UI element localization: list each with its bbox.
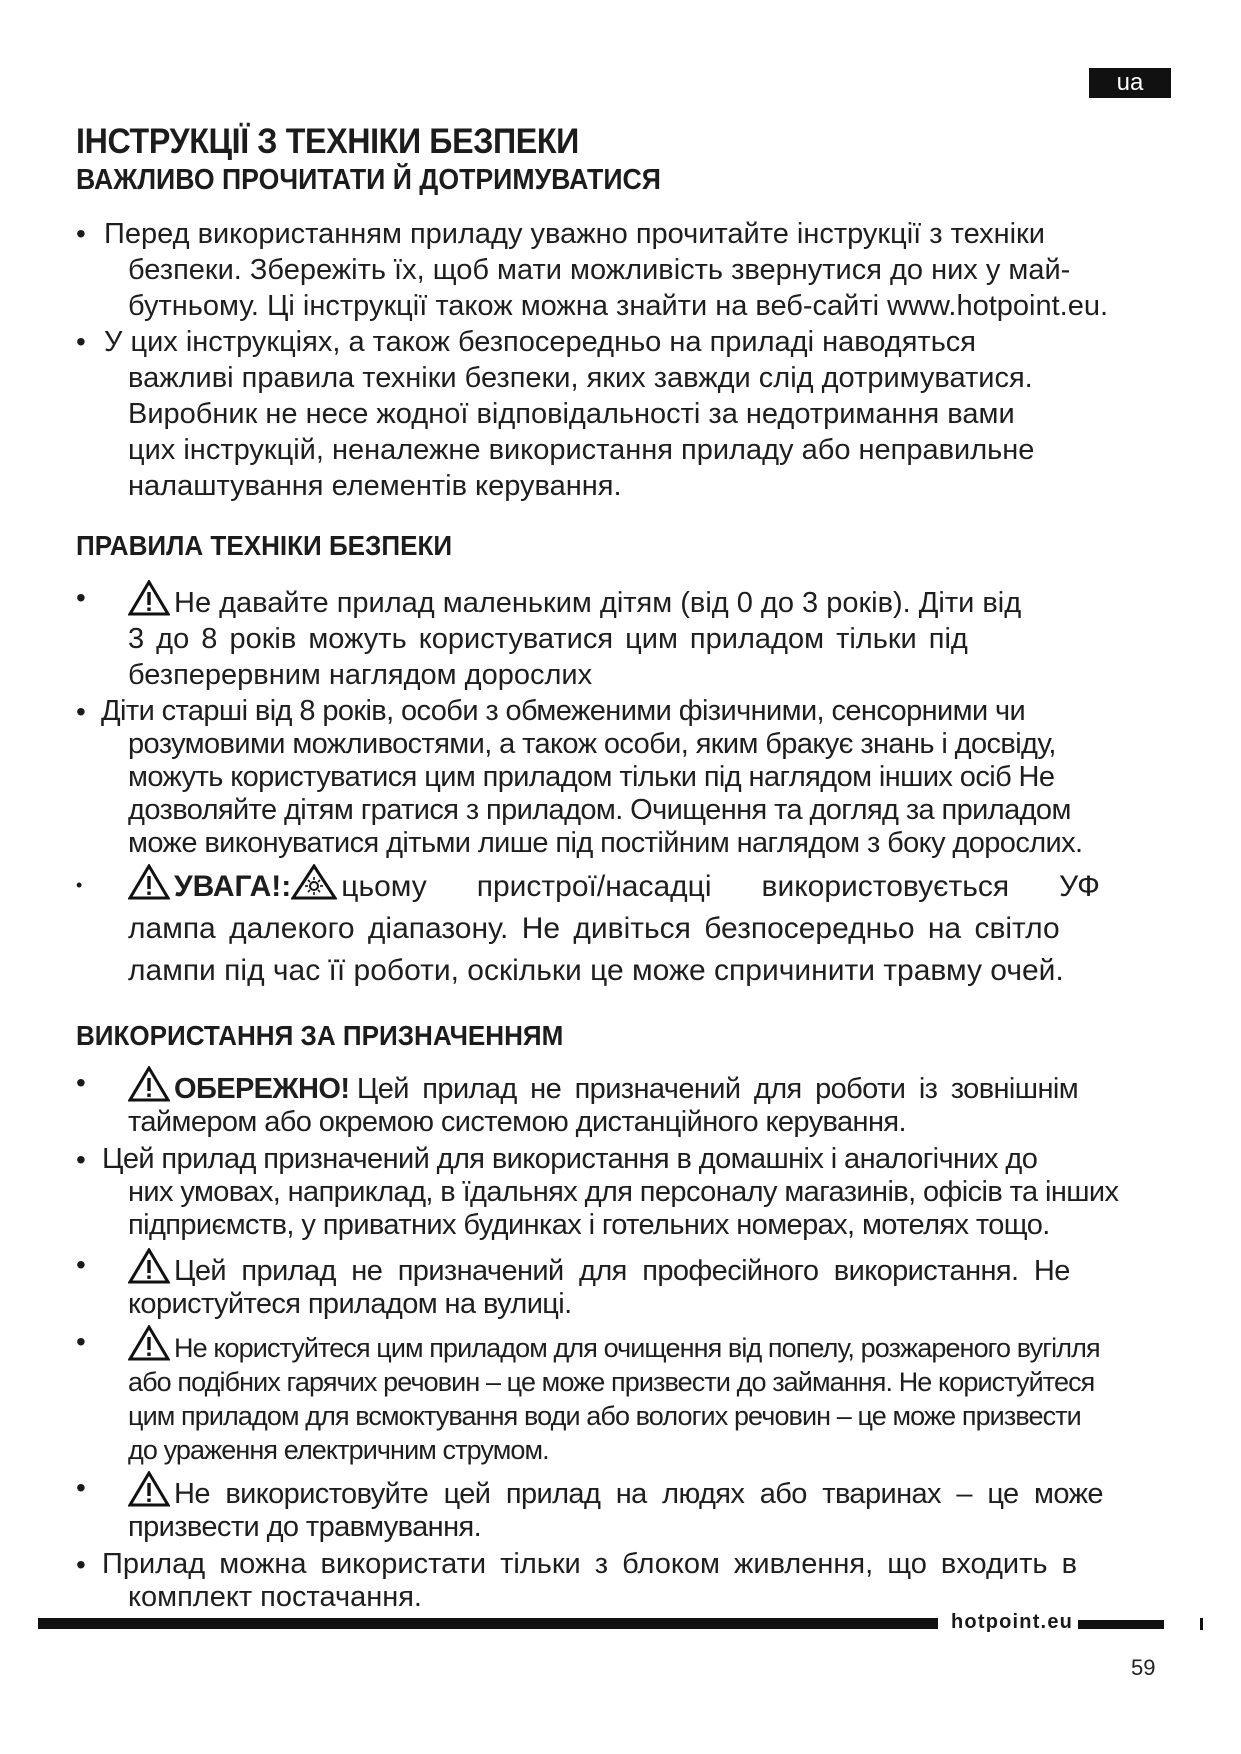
- text-line: дозволяйте дітям гратися з приладом. Очищення та догляд за приладом: [128, 794, 1071, 826]
- bullet: •: [76, 218, 86, 249]
- warning-triangle-icon: [128, 864, 170, 900]
- caution-label: ОБЕРЕЖНО!: [174, 1073, 350, 1105]
- warning-triangle-icon: [128, 1325, 170, 1361]
- list-item: [76, 864, 1206, 992]
- text-line: Цей прилад не призначений для професійного використання. Не: [174, 1255, 1070, 1287]
- text-line: Діти старші від 8 років, особи з обмеженими фізичними, сенсорними чи: [101, 695, 1026, 727]
- list-item: [76, 324, 1206, 504]
- text-line: бутньому. Ці інструкції також можна знайти на веб-сайті www.hotpoint.eu.: [128, 290, 1109, 322]
- uv-radiation-icon: [291, 864, 337, 900]
- text-line: Не використовуйте цей прилад на людях або тваринах – це може: [174, 1478, 1103, 1510]
- bullet: •: [76, 1472, 86, 1503]
- warning-triangle-icon: [128, 1248, 170, 1284]
- text-line: Не користуйтеся цим приладом для очищення від попелу, розжареного вугілля: [174, 1333, 1100, 1363]
- rules-list: [76, 580, 1206, 992]
- text-line: цьому пристрої/насадці використовується УФ: [341, 870, 1100, 903]
- text-line: комплект постачання.: [128, 1581, 422, 1613]
- page-subtitle: ВАЖЛИВО ПРОЧИТАТИ Й ДОТРИМУВАТИСЯ: [76, 164, 661, 196]
- text-line: розумовими можливостями, а також особи, яким бракує знань і досвіду,: [128, 728, 1056, 760]
- text-line: Виробник не несе жодної відповідальності за недотримання вами: [128, 398, 1015, 430]
- text-line: безперервним наглядом дорослих: [128, 659, 593, 691]
- text-line: Цей прилад призначений для використання в домашніх і аналогічних до: [102, 1143, 1038, 1175]
- footer-rule-left: [38, 1618, 938, 1629]
- list-item: [76, 216, 1206, 324]
- warning-triangle-icon: [128, 1066, 170, 1102]
- text-line: Перед використанням приладу уважно прочитайте інструкції з техніки: [104, 218, 1045, 250]
- warning-triangle-icon: [128, 580, 170, 616]
- text-line: 3 до 8 років можуть користуватися цим приладом тільки під: [128, 623, 968, 655]
- text-line: користуйтеся приладом на вулиці.: [128, 1288, 572, 1320]
- text-line: У цих інструкціях, а також безпосередньо на приладі наводяться: [104, 326, 977, 358]
- footer-tick-mark: [1200, 1618, 1203, 1630]
- list-item: [76, 1471, 1206, 1544]
- list-item: [76, 695, 1206, 860]
- text-line: Прилад можна використати тільки з блоком живлення, що входить в: [102, 1548, 1077, 1580]
- list-item: [76, 1548, 1206, 1614]
- text-line: підприємств, у приватних будинках і готельних номерах, мотелях тощо.: [128, 1209, 1050, 1241]
- text-line: до ураження електричним струмом.: [128, 1435, 549, 1465]
- intro-list: [76, 216, 1206, 504]
- text-line: таймером або окремою системою дистанційного керування.: [128, 1106, 906, 1138]
- text-line: цих інструкцій, неналежне використання приладу або неправильне: [128, 434, 1035, 466]
- bullet: •: [76, 1326, 85, 1357]
- bullet: •: [76, 875, 83, 895]
- list-item: [76, 580, 1206, 693]
- text-line: важливі правила техніки безпеки, яких завжди слід дотримуватися.: [128, 362, 1033, 394]
- text-line: Цей прилад не призначений для роботи із зовнішнім: [356, 1073, 1079, 1105]
- page-number: 59: [1131, 1655, 1156, 1680]
- text-line: можуть користуватися цим приладом тільки під наглядом інших осіб Не: [128, 761, 1055, 793]
- bullet: •: [76, 696, 86, 727]
- use-list: [76, 1066, 1206, 1614]
- bullet: •: [76, 1067, 86, 1098]
- text-line: може виконуватися дітьми лише під постійним наглядом з боку дорослих.: [128, 827, 1083, 859]
- list-item: [76, 1325, 1206, 1467]
- language-badge: ua: [1089, 68, 1171, 98]
- list-item: [76, 1143, 1206, 1242]
- bullet: •: [76, 582, 86, 613]
- footer-brand: hotpoint.eu: [951, 1611, 1074, 1633]
- text-line: Не давайте прилад маленьким дітям (від 0 до 3 років). Діти від: [174, 587, 1022, 619]
- list-item: [76, 1066, 1206, 1139]
- text-line: лампи під час її роботи, оскільки це може спричинити травму очей.: [128, 954, 1064, 987]
- text-line: безпеки. Збережіть їх, щоб мати можливість звернутися до них у май-: [128, 254, 1071, 286]
- bullet: •: [76, 1144, 86, 1175]
- text-line: налаштування елементів керування.: [128, 470, 622, 502]
- bullet: •: [76, 1249, 86, 1280]
- section-heading-rules: ПРАВИЛА ТЕХНІКИ БЕЗПЕКИ: [76, 530, 453, 561]
- text-line: цим приладом для всмоктування води або вологих речовин – це може призвести: [128, 1401, 1081, 1431]
- footer-rule-right: [1078, 1620, 1164, 1629]
- bullet: •: [76, 326, 86, 357]
- section-heading-use: ВИКОРИСТАННЯ ЗА ПРИЗНАЧЕННЯМ: [76, 1020, 564, 1051]
- text-line: них умовах, наприклад, в їдальнях для персоналу магазинів, офісів та інших: [128, 1176, 1119, 1208]
- text-line: призвести до травмування.: [128, 1511, 482, 1543]
- warning-label: УВАГА!:: [174, 870, 292, 903]
- text-line: або подібних гарячих речовин – це може призвести до займання. Не користуйтеся: [128, 1367, 1095, 1397]
- bullet: •: [76, 1549, 86, 1580]
- text-line: лампа далекого діапазону. Не дивіться безпосередньо на світло: [128, 912, 1060, 945]
- list-item: [76, 1248, 1206, 1321]
- page-title: ІНСТРУКЦІЇ З ТЕХНІКИ БЕЗПЕКИ: [76, 122, 579, 161]
- warning-triangle-icon: [128, 1471, 170, 1507]
